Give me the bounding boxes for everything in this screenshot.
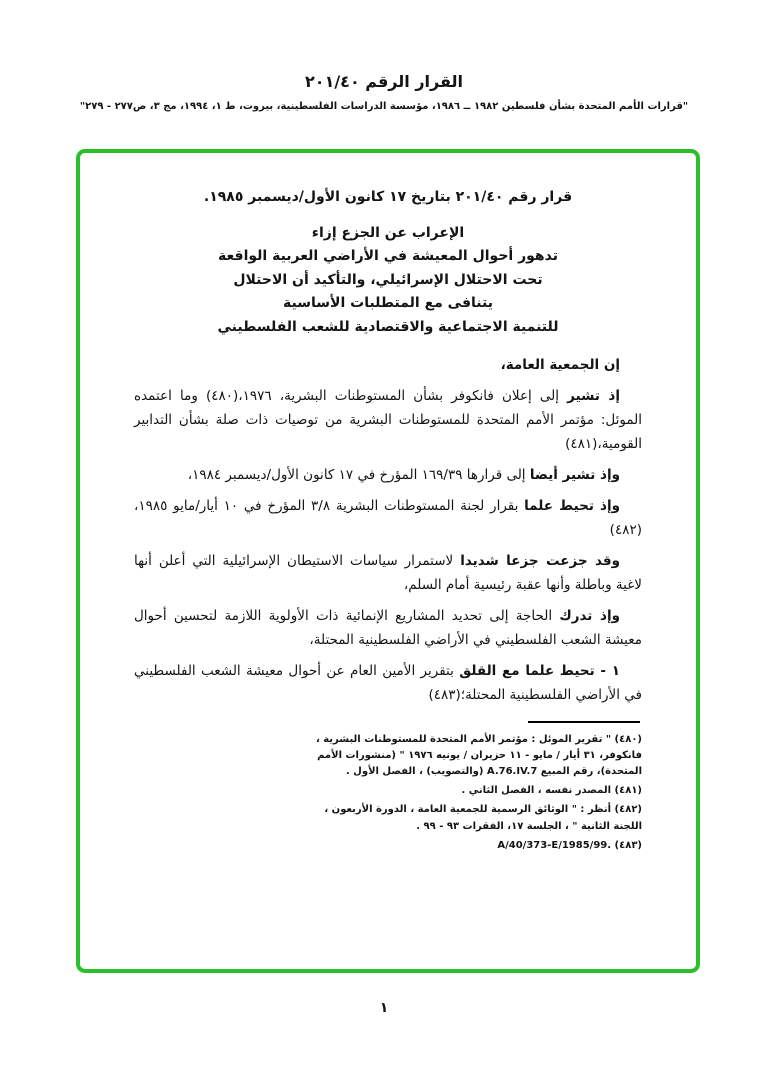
footnote-text: " تقرير الموئل : مؤتمر الأمم المتحدة للمستوطنات البشرية ، فانكوفر، ٣١ أيار / مايو - ١١ حزيران / يونيه ١٩٧٦ " (منشورات الأمم المتحدة)، رقم المبيع A.76.IV.7 (والتصويب) ، الفصل الأول . bbox=[315, 733, 642, 778]
footnote-480 bbox=[310, 732, 642, 781]
page-number: ١ bbox=[379, 1000, 389, 1016]
resolution-title bbox=[134, 222, 642, 340]
footnote-481 bbox=[310, 783, 642, 799]
footnote-marker: (٤٨٠) bbox=[614, 733, 642, 745]
footnote-text: المصدر نفسه ، الفصل الثاني . bbox=[461, 785, 612, 797]
resolution-title-line: تدهور أحوال المعيشة في الأراضي العربية الواقعة bbox=[218, 248, 558, 265]
highlight-box bbox=[76, 149, 700, 973]
footnotes-block bbox=[310, 732, 642, 854]
paragraph-text: بقرار لجنة المستوطنات البشرية ٣/٨ المؤرخ في ١٠ أيار/مايو ١٩٨٥،(٤٨٢) bbox=[134, 497, 642, 538]
paragraph-operative-1 bbox=[134, 659, 642, 707]
paragraph-text: إلى إعلان فانكوفر بشأن المستوطنات البشرية، ١٩٧٦،(٤٨٠) وما اعتمده الموئل: مؤتمر الأمم المتحدة للمستوطنات البشرية من توصيات ذات صلة بشأن التدابير القومية،(٤٨١) bbox=[134, 387, 642, 452]
paragraph-recalling-also bbox=[134, 463, 642, 487]
paragraph-lead: ١ - تحيط علما مع القلق bbox=[459, 662, 620, 679]
footnote-separator bbox=[528, 721, 640, 723]
paragraph-lead: وإذ تدرك bbox=[559, 607, 620, 624]
footnote-marker: (٤٨٢) bbox=[614, 804, 642, 816]
paragraph-text: بتقرير الأمين العام عن أحوال معيشة الشعب الفلسطيني في الأراضي الفلسطينية المحتلة؛(٤٨٣) bbox=[134, 662, 642, 703]
document-header-title: القرار الرقم ٢٠١/٤٠ bbox=[305, 72, 463, 91]
footnote-text: أنظر : " الوثائق الرسمية للجمعية العامة ، الدورة الأربعون ، اللجنة الثانية " ، الجلسة ١٧، الفقرات ٩٣ - ٩٩ . bbox=[324, 804, 642, 832]
preamble-opening: إن الجمعية العامة، bbox=[500, 357, 620, 374]
footnote-marker: (٤٨١) bbox=[614, 785, 642, 797]
resolution-title-line: يتنافى مع المتطلبات الأساسية bbox=[283, 295, 493, 312]
paragraph-recalling bbox=[134, 384, 642, 456]
resolution-title-line: تحت الاحتلال الإسرائيلي، والتأكيد أن الاحتلال bbox=[233, 271, 543, 288]
resolution-body bbox=[80, 153, 696, 857]
paragraph-aware bbox=[134, 604, 642, 652]
source-citation: "قرارات الأمم المتحدة بشأن فلسطين ١٩٨٢ ــ ١٩٨٦، مؤسسة الدراسات الفلسطينية، بيروت، ط ١، ١٩٩٤، مج ٣، ص٢٧٧ - ٢٧٩" bbox=[79, 101, 689, 112]
paragraph-lead: وقد جزعت جزعا شديدا bbox=[460, 552, 620, 569]
paragraph-lead: إذ تشير bbox=[567, 387, 620, 404]
paragraph-taking-note bbox=[134, 494, 642, 542]
footnote-marker: (٤٨٣) bbox=[614, 839, 642, 851]
paragraph-text: لاستمرار سياسات الاستيطان الإسرائيلية التي أعلن أنها لاغية وباطلة وأنها عقبة رئيسية أمام السلم، bbox=[134, 552, 642, 593]
footnote-483 bbox=[310, 838, 642, 854]
paragraph-text: إلى قرارها ١٦٩/٣٩ المؤرخ في ١٧ كانون الأول/ديسمبر ١٩٨٤، bbox=[187, 466, 530, 483]
resolution-title-line: الإعراب عن الجزع إزاء bbox=[311, 224, 465, 241]
resolution-title-line: للتنمية الاجتماعية والاقتصادية للشعب الفلسطيني bbox=[217, 318, 559, 335]
paragraph-text: الحاجة إلى تحديد المشاريع الإنمائية ذات الأولوية اللازمة لتحسين أحوال معيشة الشعب الفلسطيني في الأراضي الفلسطينية المحتلة، bbox=[134, 607, 642, 648]
paragraph-lead: وإذ تحيط علما bbox=[524, 497, 620, 514]
paragraph-alarmed bbox=[134, 549, 642, 597]
footnote-482 bbox=[310, 802, 642, 834]
paragraph-lead: وإذ تشير أيضا bbox=[529, 466, 620, 483]
footnote-text: A/40/373-E/1985/99. bbox=[497, 839, 612, 851]
resolution-number-line: قرار رقم ٢٠١/٤٠ بتاريخ ١٧ كانون الأول/ديسمبر ١٩٨٥. bbox=[203, 189, 573, 205]
